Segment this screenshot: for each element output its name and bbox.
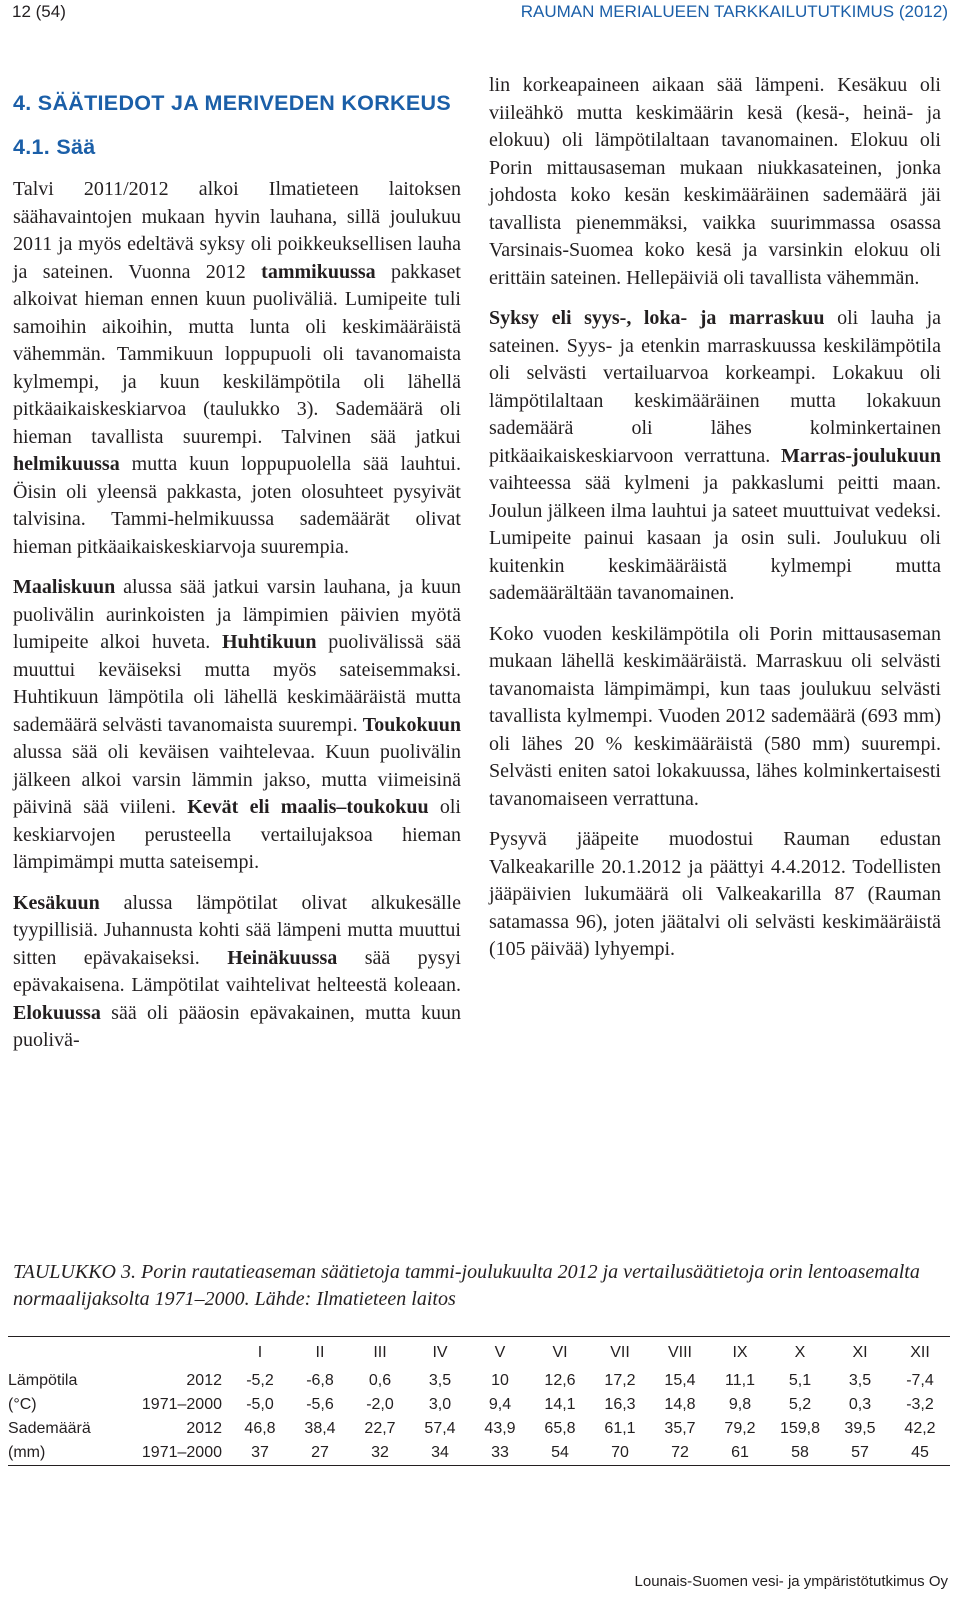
footer-org: Lounais-Suomen vesi- ja ympäristötutkimus Oy	[634, 1573, 948, 1590]
month-header: VII	[590, 1337, 650, 1370]
paragraph	[489, 826, 941, 964]
table-cell: 3,0	[428, 1396, 452, 1413]
text-run: sää pysyi epävakaisena. Lämpötilat vaihtelivat helteestä koleaan.	[13, 946, 461, 996]
month-header: V	[470, 1337, 530, 1370]
table-cell: 12,6	[544, 1372, 576, 1389]
page-number: 12 (54)	[12, 2, 66, 21]
text-run: oli keskiarvojen perusteella vertailujaksoa hieman lämpimämpi mutta sateisempi.	[13, 796, 461, 873]
table-cell: 16,3	[604, 1396, 636, 1413]
table-cell: 27	[290, 1441, 350, 1466]
month-header: VI	[530, 1337, 590, 1370]
table-cell: 42,2	[904, 1420, 936, 1437]
month-header: X	[770, 1337, 830, 1370]
table-cell: 35,7	[664, 1420, 696, 1437]
table-cell: -3,2	[906, 1396, 934, 1413]
table-cell: 14,8	[664, 1396, 696, 1413]
row-period: 2012	[186, 1420, 222, 1437]
paragraph	[489, 72, 941, 292]
row-period: 1971–2000	[141, 1396, 222, 1413]
month-header: I	[230, 1337, 290, 1370]
table-cell: 70	[590, 1441, 650, 1466]
bold-term: Kevät eli maalis–toukokuu	[187, 796, 429, 818]
paragraph	[13, 890, 461, 1055]
text-run: pakkaset alkoivat hieman ennen kuun puoliväliä. Lumipeite tuli samoihin aikoihin, mutta lunta oli keskimääräistä vähemmän. Tammikuun loppupuoli oli tavanomaista kylmempi, ja kuun keskilämpötila oli lähellä pitkäaikaiskeskiarvoa (taulukko 3). Sademäärä oli hieman tavallista suurempi. Talvinen sää jatkui	[13, 260, 461, 448]
paragraph	[489, 305, 941, 608]
header-blank	[126, 1337, 230, 1370]
table-cell: 11,1	[725, 1372, 755, 1389]
table-row	[8, 1417, 950, 1441]
paragraph	[13, 574, 461, 877]
weather-table	[8, 1336, 950, 1466]
row-label: Sademäärä	[8, 1420, 91, 1437]
table-cell: 3,5	[428, 1372, 452, 1389]
table-cell: 34	[410, 1441, 470, 1466]
month-header: VIII	[650, 1337, 710, 1370]
table-cell: 32	[350, 1441, 410, 1466]
table-cell: 54	[530, 1441, 590, 1466]
table-cell: 72	[650, 1441, 710, 1466]
table-cell: 5,2	[788, 1396, 812, 1413]
table-cell: 57	[830, 1441, 890, 1466]
table-cell: -5,0	[246, 1396, 274, 1413]
month-header: IX	[710, 1337, 770, 1370]
table-cell: 9,4	[488, 1396, 512, 1413]
table-row	[8, 1441, 950, 1466]
table-cell: 37	[230, 1441, 290, 1466]
table-row	[8, 1369, 950, 1393]
table-row	[8, 1393, 950, 1417]
table-cell: 58	[770, 1441, 830, 1466]
right-body	[489, 72, 941, 964]
text-run: Talvi 2011/2012 alkoi Ilmatieteen laitoksen säähavaintojen mukaan hyvin lauhana, sillä joulukuu 2011 ja myös edeltävä syksy oli poikkeuksellisen lauha ja sateinen. Vuonna 2012	[13, 178, 461, 283]
bold-term: helmikuussa	[13, 453, 120, 475]
table-cell: 79,2	[724, 1420, 756, 1437]
text-run: vaihteessa sää kylmeni ja pakkaslumi peitti maan. Joulun jälkeen ilma lauhtui ja sateet muuttuivat vedeksi. Lumipeite painui kasaan ja osin suli. Joulukuu oli kuitenkin keskimääräistä kylmempi mutta sademäärältään tavanomainen.	[489, 472, 941, 604]
table-cell: -6,8	[306, 1372, 334, 1389]
section-heading: 4. SÄÄTIEDOT JA MERIVEDEN KORKEUS	[13, 91, 451, 115]
table-cell: 5,1	[788, 1372, 812, 1389]
text-run: alussa lämpötilat olivat alkukesälle tyypillisiä. Juhannusta kohti sää lämpeni mutta muuttui sitten epävakaiseksi.	[13, 891, 461, 969]
table-cell: 61	[710, 1441, 770, 1466]
table-cell: 46,8	[244, 1420, 276, 1437]
table-cell: -2,0	[366, 1396, 394, 1413]
bold-term: Elokuussa	[13, 1001, 101, 1024]
table-cell: 159,8	[779, 1420, 821, 1437]
left-body	[13, 176, 461, 1055]
table-cell: 0,6	[368, 1372, 392, 1389]
month-header: XI	[830, 1337, 890, 1370]
table-cell: 33	[470, 1441, 530, 1466]
month-header-row	[8, 1337, 950, 1370]
text-run: alussa sää jatkui varsin lauhana, ja kuun puolivälin aurinkoisten ja lämpimien päivien myötä lumipeite alkoi huveta.	[13, 576, 461, 653]
table-body	[8, 1369, 950, 1466]
month-header: XII	[890, 1337, 950, 1370]
table-cell: 57,4	[424, 1420, 456, 1437]
table-cell: 43,9	[484, 1420, 516, 1437]
row-label: (°C)	[8, 1396, 37, 1413]
paragraph	[13, 176, 461, 561]
row-label: Lämpötila	[8, 1372, 78, 1389]
table-cell: 45	[890, 1441, 950, 1466]
report-title: RAUMAN MERIALUEEN TARKKAILUTUTKIMUS (2012)	[520, 2, 948, 21]
table-cell: 9,8	[728, 1396, 752, 1413]
header-blank	[8, 1337, 126, 1370]
table-cell: 61,1	[604, 1420, 636, 1437]
bold-term: Heinäkuussa	[227, 946, 338, 969]
table-cell: -5,2	[246, 1372, 274, 1389]
row-period: 1971–2000	[126, 1441, 230, 1466]
row-label: (mm)	[8, 1441, 126, 1466]
table-cell: 10	[491, 1372, 509, 1389]
bold-term: Huhtikuun	[221, 631, 317, 653]
table-cell: 0,3	[848, 1396, 872, 1413]
table-cell: 39,5	[844, 1420, 876, 1437]
table-cell: 3,5	[848, 1372, 872, 1389]
bold-term: Syksy eli syys-, loka- ja marraskuu	[489, 307, 825, 329]
table-cell: -7,4	[906, 1372, 934, 1389]
text-run: mutta kuun loppupuolella sää lauhtui. Öisin oli yleensä pakkasta, joten olosuhteet pysyivät talvisina. Tammi-helmikuussa sademäärät olivat hieman pitkäaikaiskeskiarvoja suurempia.	[13, 453, 461, 558]
table-cell: 65,8	[544, 1420, 576, 1437]
row-period: 2012	[186, 1372, 222, 1389]
bold-term: Kesäkuun	[13, 891, 100, 914]
bold-term: Toukokuun	[362, 713, 461, 736]
text-run: Pysyvä jääpeite muodostui Rauman edustan Valkeakarille 20.1.2012 ja päättyi 4.4.2012. Todellisten jääpäivien lukumäärä oli Valkeakarilla 87 (Rauman satamassa 96), joten jäätalvi oli selvästi keskimääräistä (105 päivää) lyhyempi.	[489, 828, 941, 960]
table-cell: 38,4	[304, 1420, 336, 1437]
text-run: sää oli pääosin epävakainen, mutta kuun puolivä-	[13, 1001, 461, 1051]
month-header: IV	[410, 1337, 470, 1370]
text-run: lin korkeapaineen aikaan sää lämpeni. Kesäkuu oli viileähkö mutta keskimäärin kesä (kesä-, heinä- ja elokuu) oli lämpötilaltaan tavanomainen. Elokuu oli Porin mittausaseman mukaan niukkasateinen, jonka johdosta koko kesän keskimääräinen sademäärä jäi tavallista pienemmäksi, vaikka suurimmassa osassa Varsinais-Suomea koko kesä ja varsinkin elokuu oli erittäin sateinen. Hellepäiviä oli tavallista vähemmän.	[489, 74, 941, 289]
right-column	[489, 72, 941, 964]
text-run: oli lauha ja sateinen. Syys- ja etenkin marraskuussa keskilämpötila oli selvästi vertailuarvoa korkeampi. Lokakuu oli lämpötilaltaan keskimääräinen mutta lokakuun sademäärä oli lähes kolminkertainen pitkäaikaiskeskiarvoon verrattuna.	[489, 307, 942, 467]
text-run: alussa sää oli keväisen vaihtelevaa. Kuun puolivälin jälkeen alkoi varsin lämmin jakso, mutta viimeisinä päivinä sää viileni.	[13, 741, 461, 818]
table-caption: TAULUKKO 3. Porin rautatieaseman säätietoja tammi-joulukuulta 2012 ja vertailusäätietoja orin lentoasemalta normaalijaksolta 1971–2000. Lähde: Ilmatieteen laitos	[13, 1261, 920, 1310]
table-cell: 15,4	[664, 1372, 696, 1389]
table-cell: 14,1	[544, 1396, 576, 1413]
paragraph	[489, 621, 941, 814]
table-cell: 17,2	[604, 1372, 636, 1389]
text-run: puolivälissä sää muuttui keväiseksi mutta myös sateisemmaksi. Huhtikuun lämpötila oli lähellä keskimääräistä mutta sademäärä selvästi tavanomaista suurempi.	[13, 631, 461, 736]
subsection-heading: 4.1. Sää	[13, 135, 96, 159]
bold-term: tammikuussa	[261, 260, 376, 283]
text-run: Koko vuoden keskilämpötila oli Porin mittausaseman mukaan lähellä keskimääräistä. Marraskuu oli selvästi tavanomaista lämpimämpi, kun taas joulukuu selvästi tavallista kylmempi. Vuoden 2012 sademäärä (693 mm) oli lähes 20 % keskimääräistä (580 mm) suurempi. Selvästi eniten satoi lokakuussa, lähes kolminkertaisesti tavanomaiseen verrattuna.	[489, 622, 941, 810]
month-header: III	[350, 1337, 410, 1370]
bold-term: Marras-joulukuun	[780, 444, 941, 467]
table-cell: 22,7	[364, 1420, 396, 1437]
table-cell: -5,6	[306, 1396, 334, 1413]
bold-term: Maaliskuun	[13, 576, 116, 598]
left-column	[13, 78, 461, 1055]
month-header: II	[290, 1337, 350, 1370]
